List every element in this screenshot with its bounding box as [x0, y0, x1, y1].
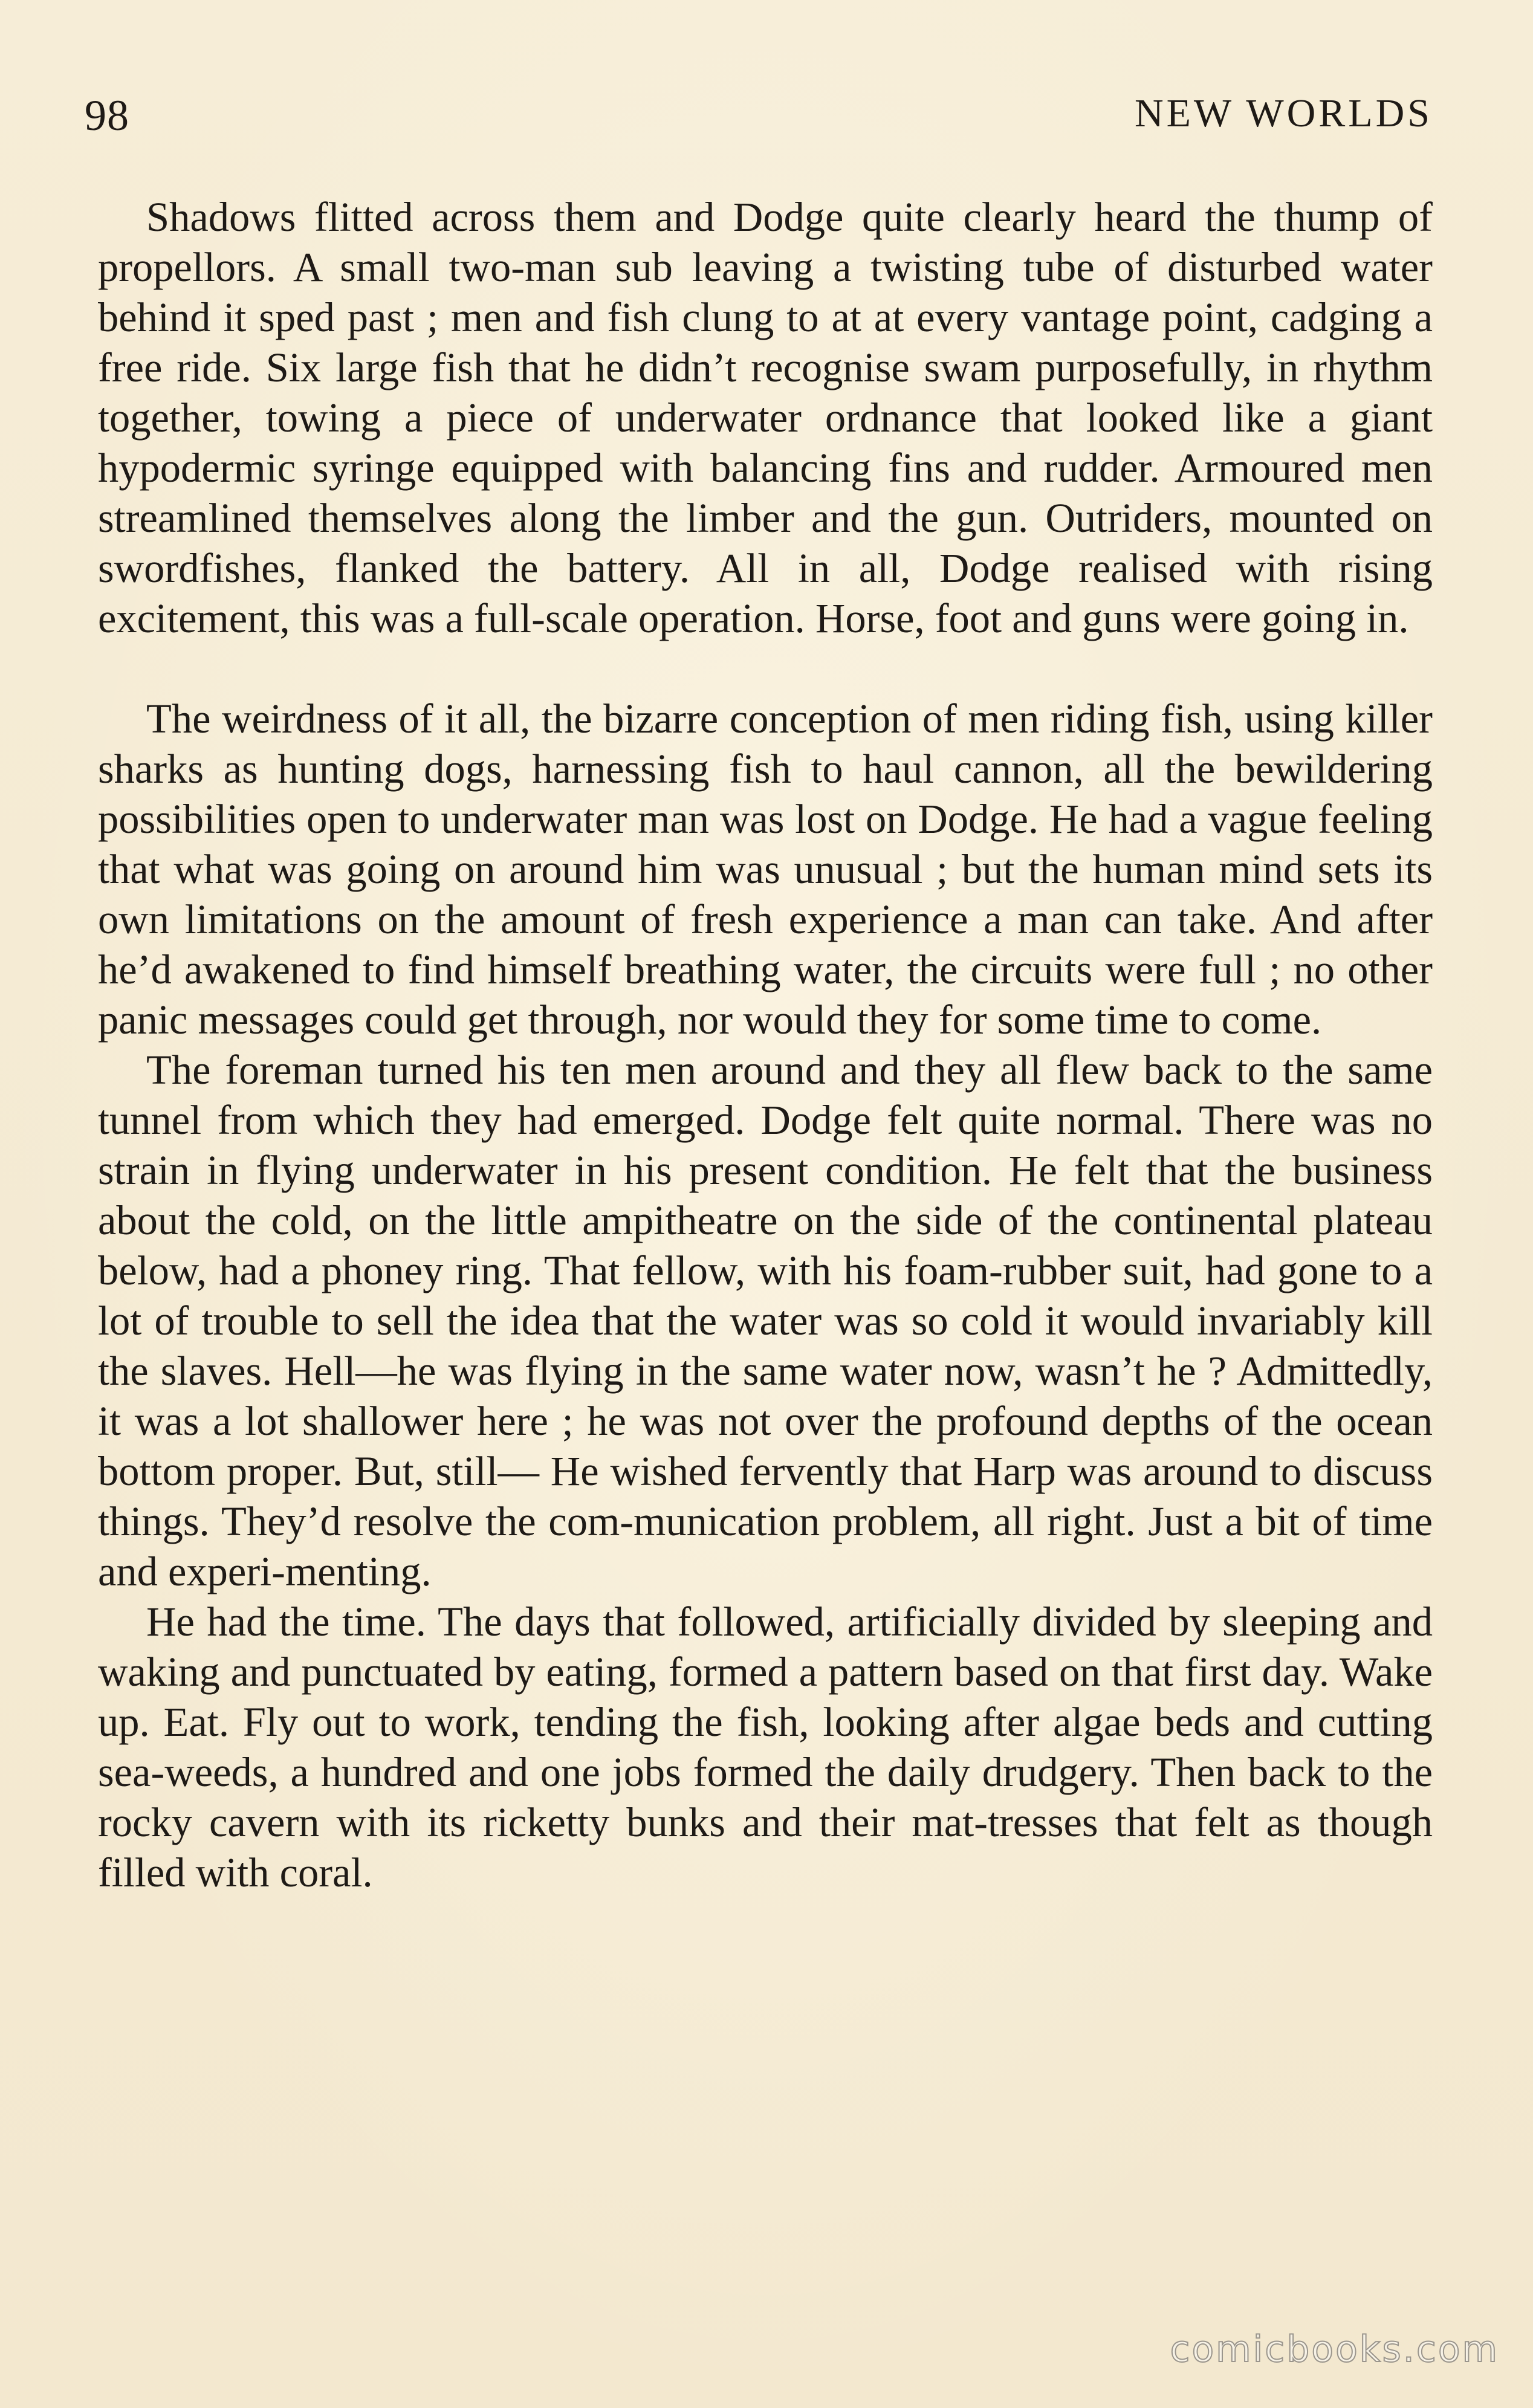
paragraph-2: The weirdness of it all, the bizarre conception of men riding fish, using killer sharks as hunting dogs, harnessing fish to haul cannon, all the bewildering possibilities open to underwater man was lost on Dodge. He had a vague feeling that what was going on around him was unusual ; but the human mind sets its own limitations on the amount of fresh experience a man can take. And after he’d awakened to find himself breathing water, the circuits were full ; no other panic messages could get through, nor would they for some time to come.	[98, 696, 1433, 1043]
paragraph-1: Shadows flitted across them and Dodge quite clearly heard the thump of propellors. A small two-man sub leaving a twisting tube of disturbed water behind it sped past ; men and fish clung to at at every vantage point, cadging a free ride. Six large fish that he didn’t recognise swam purposefully, in rhythm together, towing a piece of underwater ordnance that looked like a giant hypodermic syringe equipped with balancing fins and rudder. Armoured men streamlined themselves along the limber and the gun. Outriders, mounted on swordfishes, flanked the battery. All in all, Dodge realised with rising excitement, this was a full-scale operation. Horse, foot and guns were going in.	[98, 194, 1433, 641]
paragraph-4: He had the time. The days that followed, artificially divided by sleeping and waking and punctuated by eating, formed a pattern based on that first day. Wake up. Eat. Fly out to work, tending the fish, looking after algae beds and cutting sea-weeds, a hundred and one jobs formed the daily drudgery. Then back to the rocky cavern with its ricketty bunks and their mat-tresses that felt as though filled with coral.	[98, 1599, 1433, 1895]
page-number: 98	[85, 91, 129, 140]
running-head	[85, 91, 1433, 151]
running-title: NEW WORLDS	[1134, 91, 1433, 135]
body-text	[98, 192, 1433, 1898]
paragraph-3: The foreman turned his ten men around and they all flew back to the same tunnel from which they had emerged. Dodge felt quite normal. There was no strain in flying underwater in his present condition. He felt that the business about the cold, on the little ampitheatre on the side of the continental plateau below, had a phoney ring. That fellow, with his foam-rubber suit, had gone to a lot of trouble to sell the idea that the water was so cold it would invariably kill the slaves. Hell—he was flying in the same water now, wasn’t he ? Admittedly, it was a lot shallower here ; he was not over the profound depths of the ocean bottom proper. But, still— He wished fervently that Harp was around to discuss things. They’d resolve the com-munication problem, all right. Just a bit of time and experi-menting.	[98, 1047, 1433, 1594]
watermark: comicbooks.com	[1170, 2328, 1499, 2371]
